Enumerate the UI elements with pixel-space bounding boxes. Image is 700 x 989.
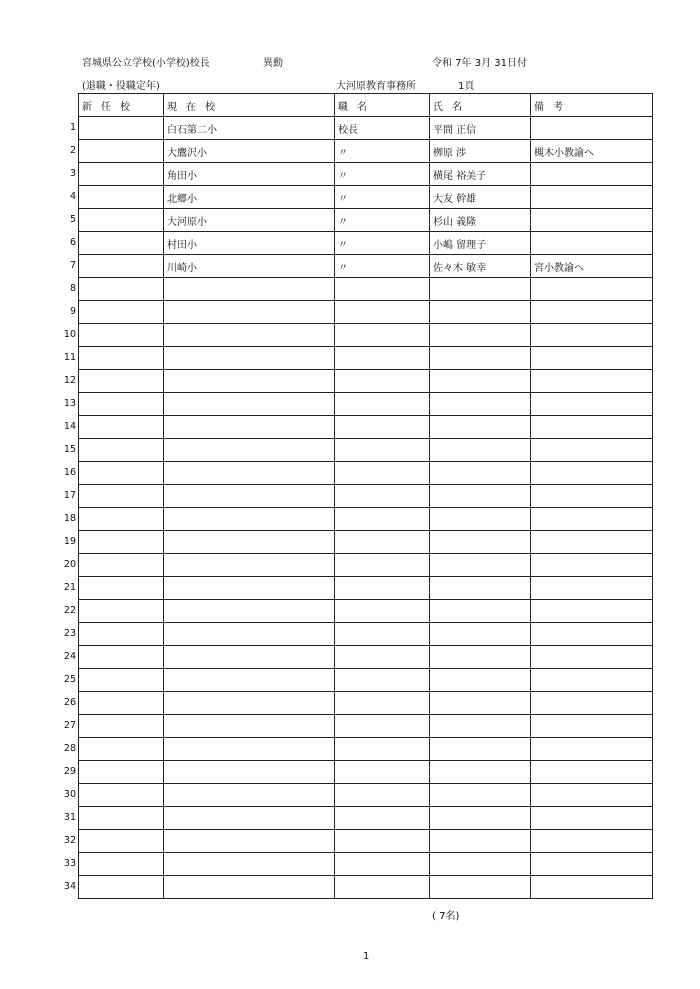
row-number: 28 — [63, 742, 76, 754]
cell-position: 〃 — [335, 186, 430, 209]
cell-name — [430, 692, 531, 715]
cell-new-school — [79, 117, 164, 140]
cell-position — [335, 324, 430, 347]
table-row — [79, 370, 653, 393]
row-number: 8 — [69, 282, 76, 294]
cell-note — [531, 646, 653, 669]
row-number: 29 — [63, 765, 76, 777]
cell-current-school: 北郷小 — [164, 186, 335, 209]
cell-note — [531, 117, 653, 140]
cell-current-school — [164, 876, 335, 899]
cell-position — [335, 761, 430, 784]
row-number: 21 — [63, 581, 76, 593]
cell-position — [335, 715, 430, 738]
cell-name — [430, 669, 531, 692]
footer-page-number: 1 — [363, 951, 370, 962]
table-body — [79, 117, 653, 899]
cell-current-school — [164, 324, 335, 347]
cell-name — [430, 577, 531, 600]
cell-position — [335, 577, 430, 600]
cell-note — [531, 439, 653, 462]
cell-position — [335, 439, 430, 462]
table-row — [79, 761, 653, 784]
table-row — [79, 439, 653, 462]
cell-current-school — [164, 715, 335, 738]
cell-new-school — [79, 600, 164, 623]
cell-new-school — [79, 324, 164, 347]
row-number: 13 — [63, 397, 76, 409]
cell-position — [335, 370, 430, 393]
cell-name — [430, 462, 531, 485]
row-number: 11 — [63, 351, 76, 363]
cell-note — [531, 738, 653, 761]
row-number: 31 — [63, 811, 76, 823]
cell-note — [531, 324, 653, 347]
table-row — [79, 255, 653, 278]
cell-current-school — [164, 623, 335, 646]
cell-current-school — [164, 462, 335, 485]
table-row — [79, 738, 653, 761]
cell-note — [531, 278, 653, 301]
row-number: 12 — [63, 374, 76, 386]
cell-position — [335, 692, 430, 715]
table-row — [79, 416, 653, 439]
cell-new-school — [79, 669, 164, 692]
personnel-table — [78, 93, 653, 899]
cell-note — [531, 784, 653, 807]
cell-current-school — [164, 531, 335, 554]
table-row — [79, 140, 653, 163]
table-row — [79, 393, 653, 416]
cell-current-school — [164, 738, 335, 761]
cell-position — [335, 347, 430, 370]
cell-current-school: 大河原小 — [164, 209, 335, 232]
cell-current-school — [164, 761, 335, 784]
cell-new-school — [79, 163, 164, 186]
cell-position — [335, 278, 430, 301]
cell-position — [335, 508, 430, 531]
cell-note — [531, 232, 653, 255]
cell-position: 〃 — [335, 232, 430, 255]
row-number: 9 — [69, 305, 76, 317]
cell-name — [430, 807, 531, 830]
cell-current-school — [164, 416, 335, 439]
cell-note — [531, 853, 653, 876]
cell-name: 平間 正信 — [430, 117, 531, 140]
cell-name — [430, 715, 531, 738]
cell-new-school — [79, 715, 164, 738]
column-header-name: 氏名 — [430, 94, 531, 117]
cell-name — [430, 646, 531, 669]
cell-note — [531, 163, 653, 186]
cell-name — [430, 508, 531, 531]
cell-name — [430, 554, 531, 577]
cell-note — [531, 416, 653, 439]
cell-note — [531, 830, 653, 853]
cell-current-school — [164, 830, 335, 853]
cell-note: 宮小教諭へ — [531, 255, 653, 278]
column-header-current-school: 現在校 — [164, 94, 335, 117]
cell-new-school — [79, 301, 164, 324]
table-row — [79, 554, 653, 577]
cell-new-school — [79, 416, 164, 439]
cell-new-school — [79, 140, 164, 163]
cell-current-school — [164, 600, 335, 623]
cell-current-school — [164, 669, 335, 692]
row-number: 33 — [63, 857, 76, 869]
cell-new-school — [79, 761, 164, 784]
cell-note — [531, 876, 653, 899]
cell-note — [531, 669, 653, 692]
cell-note — [531, 577, 653, 600]
row-number: 10 — [63, 328, 76, 340]
table-row — [79, 462, 653, 485]
cell-position — [335, 554, 430, 577]
table-row — [79, 830, 653, 853]
cell-position — [335, 393, 430, 416]
cell-name — [430, 485, 531, 508]
cell-name — [430, 600, 531, 623]
cell-position — [335, 416, 430, 439]
row-number: 30 — [63, 788, 76, 800]
row-number: 24 — [63, 650, 76, 662]
table-row — [79, 324, 653, 347]
cell-note — [531, 393, 653, 416]
table-row — [79, 117, 653, 140]
table-row — [79, 623, 653, 646]
row-number: 20 — [63, 558, 76, 570]
row-number: 6 — [69, 236, 76, 248]
cell-position — [335, 669, 430, 692]
row-number: 27 — [63, 719, 76, 731]
cell-new-school — [79, 393, 164, 416]
table-row — [79, 232, 653, 255]
cell-note — [531, 761, 653, 784]
cell-new-school — [79, 784, 164, 807]
cell-position: 〃 — [335, 163, 430, 186]
table-row — [79, 301, 653, 324]
table-row — [79, 853, 653, 876]
cell-position — [335, 830, 430, 853]
cell-name — [430, 761, 531, 784]
cell-new-school — [79, 370, 164, 393]
cell-name — [430, 623, 531, 646]
cell-name — [430, 370, 531, 393]
row-number: 15 — [63, 443, 76, 455]
row-number: 22 — [63, 604, 76, 616]
cell-name — [430, 876, 531, 899]
cell-position — [335, 600, 430, 623]
cell-current-school — [164, 393, 335, 416]
cell-new-school — [79, 554, 164, 577]
row-number: 2 — [69, 144, 76, 156]
cell-note — [531, 462, 653, 485]
cell-position — [335, 531, 430, 554]
cell-name — [430, 439, 531, 462]
cell-position — [335, 784, 430, 807]
cell-name: 杉山 義隆 — [430, 209, 531, 232]
document-kind: 異動 — [263, 58, 283, 69]
column-header-note: 備考 — [531, 94, 653, 117]
cell-position: 〃 — [335, 140, 430, 163]
cell-current-school — [164, 577, 335, 600]
cell-note — [531, 692, 653, 715]
cell-current-school — [164, 554, 335, 577]
cell-new-school — [79, 646, 164, 669]
total-count: ( 7名) — [432, 911, 460, 922]
cell-name — [430, 324, 531, 347]
row-number: 32 — [63, 834, 76, 846]
cell-new-school — [79, 232, 164, 255]
office-name: 大河原教育事務所 — [336, 81, 416, 92]
cell-position — [335, 738, 430, 761]
cell-current-school — [164, 508, 335, 531]
cell-current-school — [164, 439, 335, 462]
cell-note — [531, 508, 653, 531]
cell-current-school — [164, 853, 335, 876]
cell-note — [531, 715, 653, 738]
row-number: 3 — [69, 167, 76, 179]
row-number: 34 — [63, 880, 76, 892]
cell-current-school — [164, 278, 335, 301]
cell-position: 〃 — [335, 255, 430, 278]
table-row — [79, 163, 653, 186]
cell-current-school: 大鷹沢小 — [164, 140, 335, 163]
cell-current-school — [164, 301, 335, 324]
cell-position — [335, 646, 430, 669]
document-title: 宮城県公立学校(小学校)校長 — [82, 58, 210, 69]
column-header-new-school: 新任校 — [79, 94, 164, 117]
cell-name — [430, 416, 531, 439]
cell-position — [335, 853, 430, 876]
cell-new-school — [79, 623, 164, 646]
document-subtitle: (退職・役職定年) — [82, 81, 160, 92]
cell-position — [335, 485, 430, 508]
cell-current-school: 川崎小 — [164, 255, 335, 278]
cell-note — [531, 301, 653, 324]
table-row — [79, 209, 653, 232]
cell-new-school — [79, 209, 164, 232]
cell-name: 大友 幹雄 — [430, 186, 531, 209]
cell-note — [531, 370, 653, 393]
table-row — [79, 646, 653, 669]
cell-note — [531, 186, 653, 209]
cell-position: 〃 — [335, 209, 430, 232]
cell-new-school — [79, 807, 164, 830]
table-row — [79, 531, 653, 554]
table-row — [79, 186, 653, 209]
cell-new-school — [79, 462, 164, 485]
cell-current-school — [164, 485, 335, 508]
cell-new-school — [79, 508, 164, 531]
cell-name — [430, 393, 531, 416]
table-row — [79, 278, 653, 301]
row-number: 18 — [63, 512, 76, 524]
cell-note — [531, 485, 653, 508]
cell-new-school — [79, 439, 164, 462]
cell-current-school: 白石第二小 — [164, 117, 335, 140]
cell-new-school — [79, 577, 164, 600]
cell-new-school — [79, 738, 164, 761]
row-number: 4 — [69, 190, 76, 202]
cell-current-school: 村田小 — [164, 232, 335, 255]
row-number: 19 — [63, 535, 76, 547]
table-row — [79, 669, 653, 692]
row-number: 1 — [69, 121, 76, 133]
cell-current-school — [164, 784, 335, 807]
table-row — [79, 577, 653, 600]
cell-new-school — [79, 278, 164, 301]
cell-new-school — [79, 830, 164, 853]
cell-position — [335, 462, 430, 485]
cell-note — [531, 531, 653, 554]
cell-current-school — [164, 347, 335, 370]
cell-position — [335, 807, 430, 830]
cell-name — [430, 853, 531, 876]
cell-new-school — [79, 692, 164, 715]
table-row — [79, 692, 653, 715]
cell-name: 横尾 裕美子 — [430, 163, 531, 186]
cell-new-school — [79, 531, 164, 554]
cell-name — [430, 738, 531, 761]
table-row — [79, 485, 653, 508]
cell-current-school: 角田小 — [164, 163, 335, 186]
cell-current-school — [164, 370, 335, 393]
table-row — [79, 807, 653, 830]
cell-name — [430, 531, 531, 554]
table-row — [79, 784, 653, 807]
page-indicator: 1頁 — [458, 81, 475, 92]
cell-new-school — [79, 186, 164, 209]
cell-note: 槻木小教諭へ — [531, 140, 653, 163]
table-row — [79, 600, 653, 623]
table-header-row — [79, 94, 653, 117]
cell-name: 栁原 渉 — [430, 140, 531, 163]
cell-name — [430, 784, 531, 807]
row-number: 7 — [69, 259, 76, 271]
cell-new-school — [79, 255, 164, 278]
cell-current-school — [164, 692, 335, 715]
cell-new-school — [79, 876, 164, 899]
row-number: 17 — [63, 489, 76, 501]
row-number: 16 — [63, 466, 76, 478]
cell-note — [531, 623, 653, 646]
cell-name — [430, 301, 531, 324]
cell-position — [335, 876, 430, 899]
cell-note — [531, 807, 653, 830]
cell-current-school — [164, 807, 335, 830]
cell-name — [430, 347, 531, 370]
row-number: 14 — [63, 420, 76, 432]
cell-name: 佐々木 敏幸 — [430, 255, 531, 278]
cell-new-school — [79, 853, 164, 876]
row-number: 23 — [63, 627, 76, 639]
cell-note — [531, 347, 653, 370]
row-number: 26 — [63, 696, 76, 708]
table-row — [79, 347, 653, 370]
cell-position — [335, 301, 430, 324]
table-row — [79, 876, 653, 899]
column-header-position: 職名 — [335, 94, 430, 117]
cell-current-school — [164, 646, 335, 669]
cell-new-school — [79, 347, 164, 370]
effective-date: 令和 7年 3月 31日付 — [432, 58, 527, 69]
table-row — [79, 508, 653, 531]
row-number: 25 — [63, 673, 76, 685]
table-row — [79, 715, 653, 738]
cell-name — [430, 830, 531, 853]
cell-note — [531, 554, 653, 577]
cell-name: 小嶋 留理子 — [430, 232, 531, 255]
cell-position — [335, 623, 430, 646]
cell-position: 校長 — [335, 117, 430, 140]
row-number: 5 — [69, 213, 76, 225]
cell-name — [430, 278, 531, 301]
cell-note — [531, 209, 653, 232]
cell-new-school — [79, 485, 164, 508]
cell-note — [531, 600, 653, 623]
